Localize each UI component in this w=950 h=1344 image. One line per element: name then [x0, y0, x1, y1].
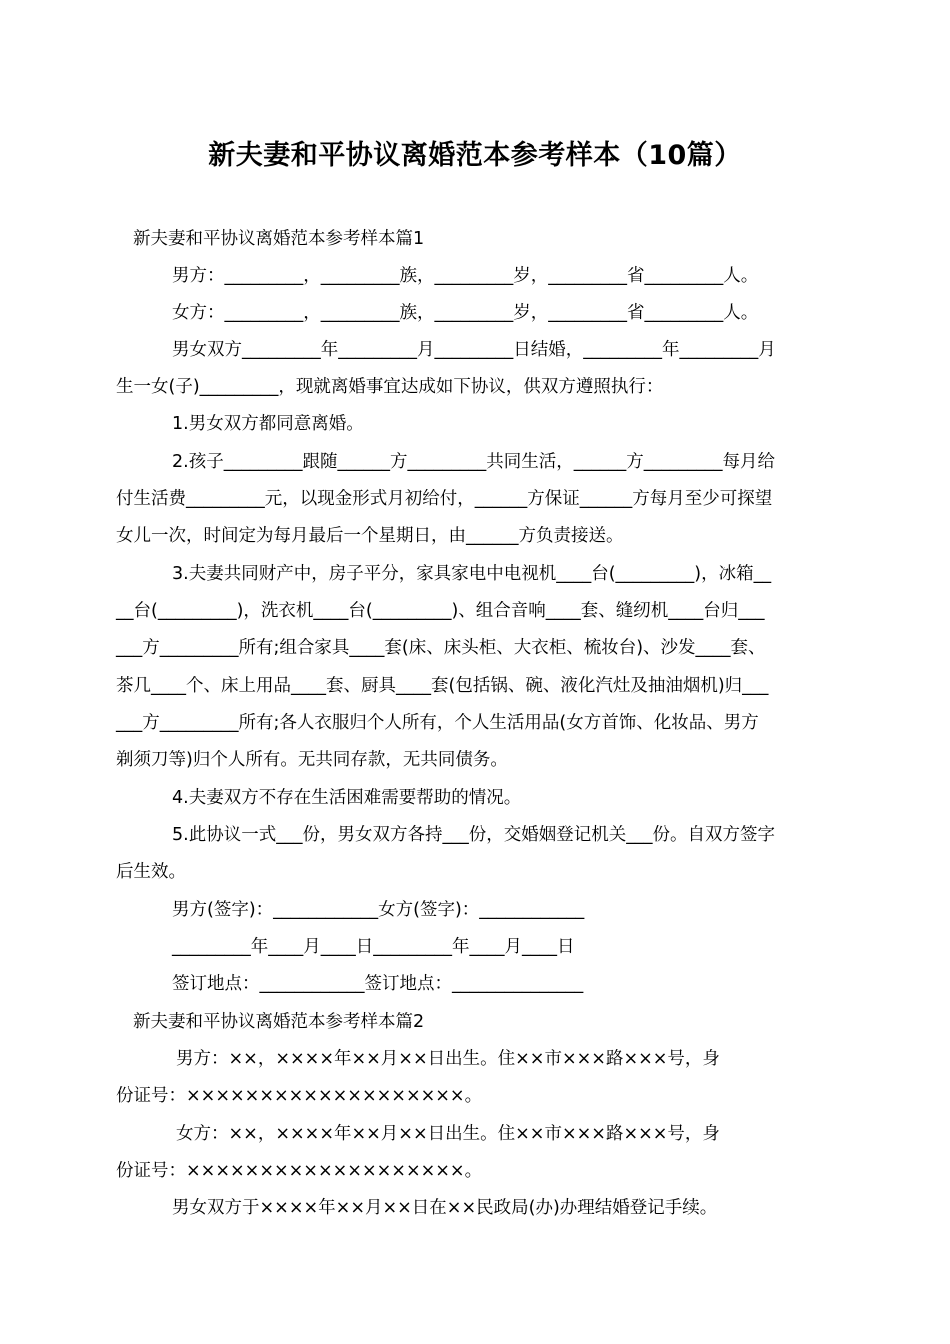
clause-2: 2.孩子_________跟随______方_________共同生活，______方_________每月给: [172, 452, 775, 472]
paragraph-line: ___方_________所有;各人衣服归个人所有，个人生活用品(女方首饰、化妆品、男方: [116, 713, 759, 733]
paragraph-line: 男女双方_________年_________月_________日结婚，_________年_________月: [172, 340, 776, 360]
paragraph-line: 女儿一次，时间定为每月最后一个星期日，由______方负责接送。: [116, 526, 624, 546]
paragraph-line: __台(_________)，洗衣机____台(_________)、组合音响____套、缝纫机____台归___: [116, 601, 765, 621]
paragraph-line: 生一女(子)_________，现就离婚事宜达成如下协议，供双方遵照执行：: [116, 377, 664, 397]
male-party-line: 男方：_________，_________族，_________岁，_________省_________人。: [172, 266, 759, 286]
paragraph-line: 男女双方于××××年××月××日在××民政局(办)办理结婚登记手续。: [172, 1198, 718, 1218]
signing-place-line: 签订地点：____________签订地点：_______________: [172, 974, 584, 994]
paragraph-line: 份证号：×××××××××××××××××××。: [116, 1161, 483, 1181]
paragraph-line: 份证号：×××××××××××××××××××。: [116, 1086, 483, 1106]
clause-5: 5.此协议一式___份，男女双方各持___份，交婚姻登记机关___份。自双方签字: [172, 825, 775, 845]
paragraph-line: 后生效。: [116, 862, 186, 882]
clause-1: 1.男女双方都同意离婚。: [172, 414, 364, 434]
document-title: 新夫妻和平协议离婚范本参考样本（10篇）: [208, 140, 742, 171]
date-line: _________年____月____日_________年____月____日: [172, 937, 575, 957]
clause-4: 4.夫妻双方不存在生活困难需要帮助的情况。: [172, 788, 522, 808]
signature-line: 男方(签字)：____________女方(签字)：____________: [172, 900, 585, 920]
female-party-line: 女方：_________，_________族，_________岁，_________省_________人。: [172, 303, 759, 323]
paragraph-line: 付生活费_________元，以现金形式月初给付，______方保证______方每月至少可探望: [116, 489, 773, 509]
female-party-line: 女方：××，××××年××月××日出生。住××市×××路×××号，身: [176, 1124, 720, 1144]
paragraph-line: ___方_________所有;组合家具____套(床、床头柜、大衣柜、梳妆台)、沙发____套、: [116, 638, 766, 658]
clause-3: 3.夫妻共同财产中，房子平分，家具家电中电视机____台(_________)，冰箱__: [172, 564, 772, 584]
section-heading-1: 新夫妻和平协议离婚范本参考样本篇1: [133, 229, 425, 249]
paragraph-line: 剃须刀等)归个人所有。无共同存款，无共同债务。: [116, 750, 508, 770]
paragraph-line: 茶几____个、床上用品____套、厨具____套(包括锅、碗、液化汽灶及抽油烟机)归___: [116, 676, 769, 696]
section-heading-2: 新夫妻和平协议离婚范本参考样本篇2: [133, 1012, 425, 1032]
male-party-line: 男方：××，××××年××月××日出生。住××市×××路×××号，身: [176, 1049, 720, 1069]
